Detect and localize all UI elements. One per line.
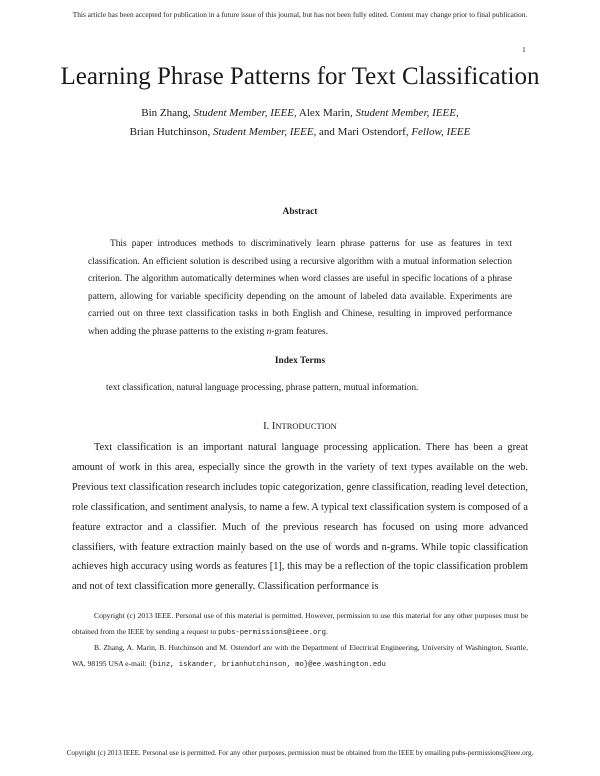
author-name: Alex Marin, [296,107,356,119]
index-terms-heading: Index Terms [274,356,326,366]
author-name: Brian Hutchinson, [129,126,214,138]
footer-copyright-notice: Copyright (c) 2013 IEEE. Personal use is permitted. For any other purposes, permission must be obtained from the IEEE by emailing pubs-permissions@ieee.org. [66,749,534,757]
publication-notice: This article has been accepted for publication in a future issue of this journal, but has not been fully edited. Content may change prior to final publication. [72,10,528,19]
author-name: and Mari Ostendorf, [316,126,412,138]
introduction-body [72,438,528,597]
affiliation-footnote: B. Zhang, A. Marin, B. Hutchinson and M. Ostendorf are with the Department of Electrical Engineering, University of Washington, Seattle, WA, 98195 USA e-mail: {binz, iskander, brianhutchinson, mo}@ee.washington.edu [72,643,528,669]
abstract-paragraph: This paper introduces methods to discriminatively learn phrase patterns for use as features in text classification. An efficient solution is described using a recursive algorithm with a mutual information selection criterion. The algorithm automatically determines when word classes are useful in specific locations of a phrase pattern, allowing for variable specificity depending on the amount of labeled data available. Experiments are carried out on three text classification tasks in both English and Chinese, resulting in improved performance when adding the phrase patterns to the existing n-gram features. [88,239,512,337]
abstract-body [88,236,512,342]
author-name: Bin Zhang, [141,107,194,119]
author-line-1 [0,107,600,119]
permissions-email: pubs-permissions@ieee.org [218,629,326,637]
author-role: Student Member, IEEE, [193,107,297,119]
author-role: Student Member, IEEE, [213,126,317,138]
introduction-paragraph: Text classification is an important natural language processing application. There has been a great amount of work in this area, especially since the growth in the variety of text types available on the web. Previous text classification research includes topic categorization, genre classification, reading level detection, role classification, and sentiment analysis, to name a few. A typical text classification system is composed of a feature extractor and a classifier. Much of the previous research has focused on using more advanced classifiers, with feature extraction mainly based on the use of words and n-grams. While topic classification achieves high accuracy using words as features [1], this may be a reflection of the topic classification problem and not of text classification more generally. Classification performance is [72,442,528,593]
index-terms-text: text classification, natural language processing, phrase pattern, mutual information. [106,383,419,393]
section-title-introduction: I. INTRODUCTION [263,421,337,432]
paper-title: Learning Phrase Patterns for Text Classification [60,63,540,90]
abstract-heading: Abstract [282,207,318,217]
author-role: Student Member, IEEE, [355,107,459,119]
page-number: 1 [522,45,526,54]
author-line-2 [0,126,600,138]
copyright-footnote: Copyright (c) 2013 IEEE. Personal use of this material is permitted. However, permission to use this material for any other purposes must be obtained from the IEEE by sending a request to pubs-permissions@ieee.org. [72,611,528,637]
author-role: Fellow, IEEE [411,126,471,138]
n-symbol: n [266,326,272,337]
author-emails: {binz, iskander, brianhutchinson, mo}@ee.washington.edu [148,661,386,669]
